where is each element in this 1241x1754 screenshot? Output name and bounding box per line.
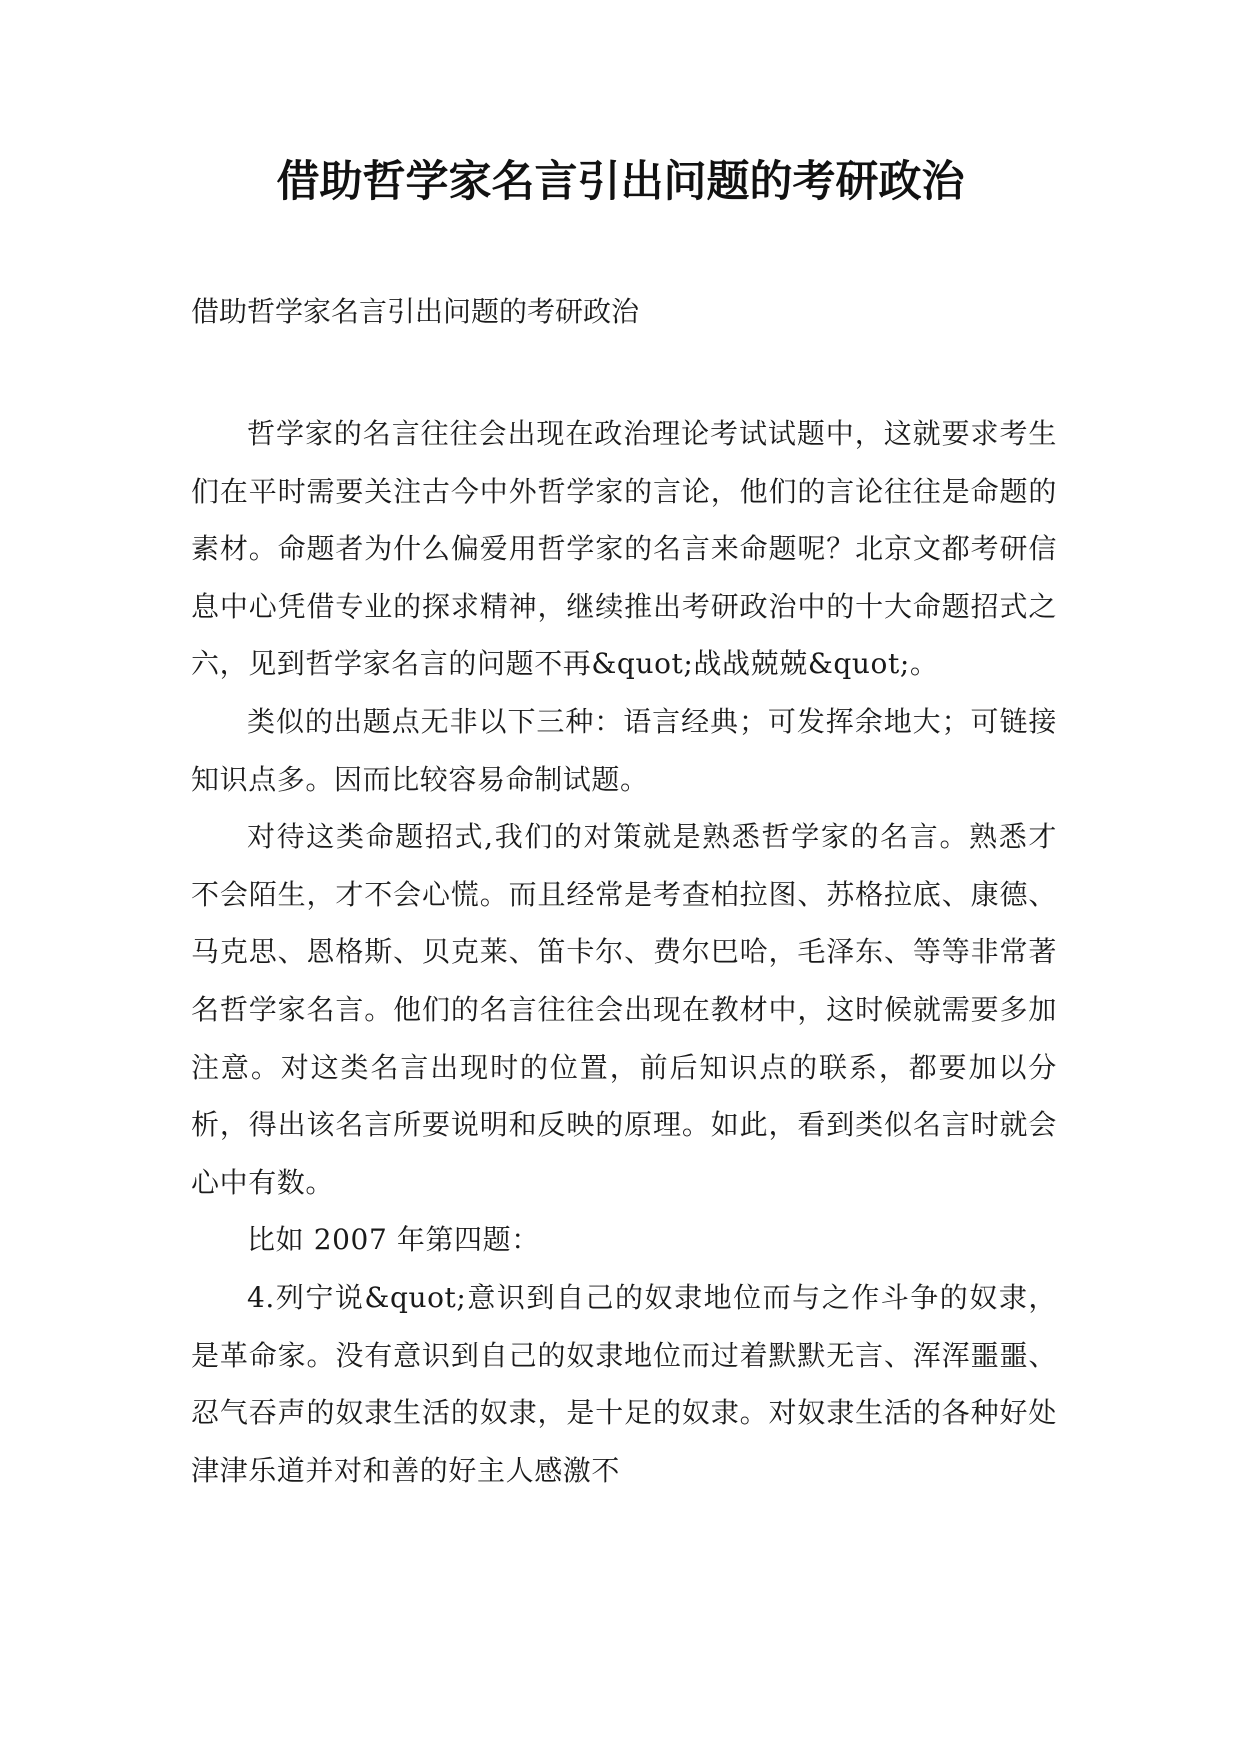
paragraph: 4.列宁说&quot;意识到自己的奴隶地位而与之作斗争的奴隶，是革命家。没有意识到自己的奴隶地位而过着默默无言、浑浑噩噩、忍气吞声的奴隶生活的奴隶，是十足的奴隶。对奴隶生活的各种好处津津乐道并对和善的好主人感激不 — [191, 1280, 1057, 1487]
document-title: 借助哲学家名言引出问题的考研政治 — [276, 157, 965, 207]
paragraph: 对待这类命题招式,我们的对策就是熟悉哲学家的名言。熟悉才不会陌生，才不会心慌。而且经常是考查柏拉图、苏格拉底、康德、马克思、恩格斯、贝克莱、笛卡尔、费尔巴哈，毛泽东、等等非常著名哲学家名言。他们的名言往往会出现在教材中，这时候就需要多加注意。对这类名言出现时的位置，前后知识点的联系，都要加以分析，得出该名言所要说明和反映的原理。如此，看到类似名言时就会心中有数。 — [191, 820, 1057, 1199]
paragraph: 哲学家的名言往往会出现在政治理论考试试题中，这就要求考生们在平时需要关注古今中外哲学家的言论，他们的言论往往是命题的素材。命题者为什么偏爱用哲学家的名言来命题呢？北京文都考研信息中心凭借专业的探求精神，继续推出考研政治中的十大命题招式之六，见到哲学家名言的问题不再&quot;战战兢兢&quot;。 — [191, 417, 1057, 681]
paragraph: 比如 2007 年第四题： — [247, 1223, 540, 1257]
paragraph: 类似的出题点无非以下三种：语言经典；可发挥余地大；可链接知识点多。因而比较容易命制试题。 — [191, 704, 1057, 796]
document-subtitle: 借助哲学家名言引出问题的考研政治 — [191, 295, 640, 328]
document-body — [191, 405, 1057, 1499]
